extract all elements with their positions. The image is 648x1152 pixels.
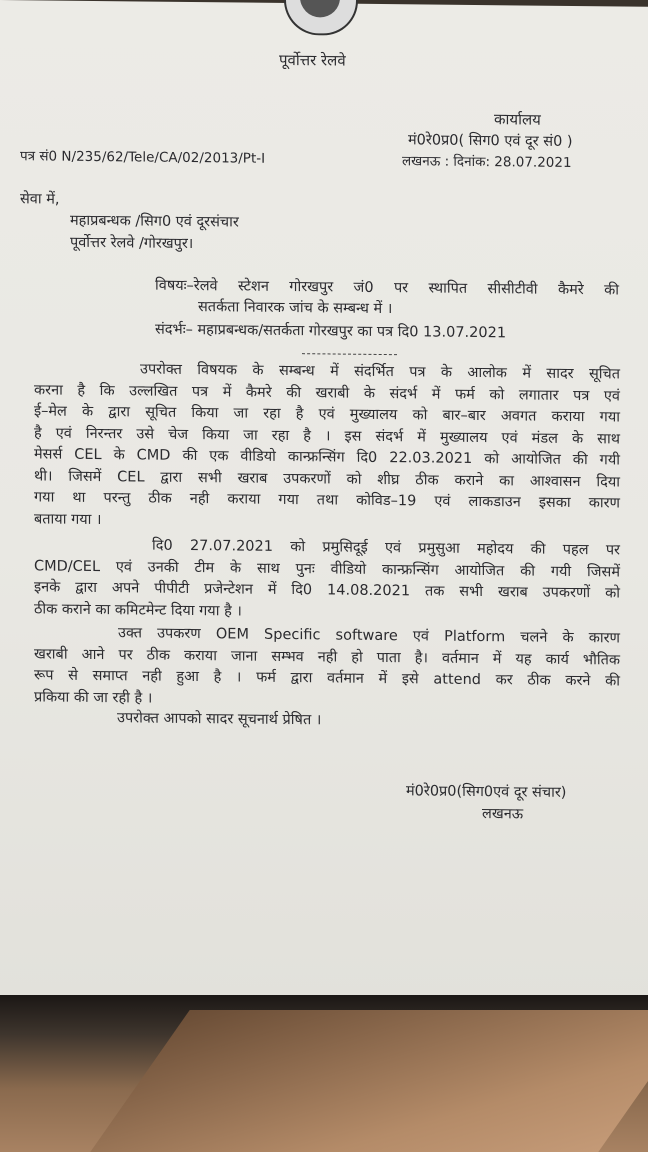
subject-line-1: विषयः–रेलवे स्टेशन गोरखपुर जं0 पर स्थापित सीसीटीवी कैमरे की	[155, 277, 619, 299]
desk-edge	[90, 1010, 648, 1152]
paragraph-line: थी। जिसमें CEL द्वारा सभी खराब उपकरणों को शीघ्र ठीक कराने का आश्वासन दिया	[34, 467, 620, 490]
org-name: पूर्वोत्तर रेलवे	[279, 50, 346, 70]
addressee-line-1: महाप्रबन्धक /सिग0 एवं दूरसंचार	[70, 212, 239, 231]
paragraph-line: ई–मेल के द्वारा सूचित किया जा रहा है एवं मुख्यालय को बार–बार अवगत कराया गया	[34, 403, 620, 426]
paragraph-line: रूप से समाप्त नही हुआ है । फर्म द्वारा वर्तमान में इसे attend कर ठीक करने की	[34, 667, 620, 690]
paragraph-line: उक्त उपकरण OEM Specific software एवं Platform चलने के कारण	[118, 625, 620, 647]
office-name: मं0रे0प्र0( सिग0 एवं दूर सं0 )	[408, 132, 573, 150]
signature-designation: मं0रे0प्र0(सिग0एवं दूर संचार)	[406, 783, 567, 801]
divider-rule	[302, 353, 397, 355]
addressee-line-2: पूर्वोत्तर रेलवे /गोरखपुर।	[70, 234, 194, 253]
paragraph-line: उपरोक्त विषयक के सम्बन्ध में संदर्भित पत्र के आलोक में सादर सूचित	[140, 361, 620, 383]
paragraph-1	[34, 358, 620, 536]
railway-emblem-icon	[284, 0, 358, 36]
place-date: लखनऊ : दिनांक: 28.07.2021	[402, 153, 572, 171]
paragraph-3	[34, 622, 620, 714]
paragraph-line: दि0 27.07.2021 को प्रमुसिदूई एवं प्रमुसुआ महोदय की पहल पर	[152, 537, 620, 559]
paragraph-line: करना है कि उल्लखित पत्र में कैमरे की खराबी के संदर्भ में फर्म को लगातार पत्र एवं	[34, 381, 620, 404]
paragraph-line: ठीक कराने का कमिटमेन्ट दिया गया है ।	[34, 600, 242, 620]
paragraph-line: प्रकिया की जा रही है ।	[34, 688, 153, 707]
paragraph-line: है एवं निरन्तर उसे चेज किया जा रहा है । इस संदर्भ में मुख्यालय एवं मंडल के साथ	[34, 424, 620, 447]
paragraph-line: बताया गया ।	[34, 510, 102, 528]
reference-line: संदर्भः– महाप्रबन्धक/सतर्कता गोरखपुर का पत्र दि0 13.07.2021	[155, 321, 507, 342]
paragraph-line: मेसर्स CEL के CMD की एक वीडियो कान्फ्रन्सिंग दि0 22.03.2021 को आयोजित की गयी	[34, 446, 620, 469]
subject-line-2: सतर्कता निवारक जांच के सम्बन्ध में ।	[198, 299, 393, 318]
paragraph-2	[34, 534, 620, 626]
paragraph-line: गया था परन्तु ठीक नही कराया गया तथा कोविड–19 एवं लाकडाउन इसका कारण	[34, 489, 620, 512]
paragraph-line: खराबी आने पर ठीक कराया जाना सम्भव नही हो पाता है। वर्तमान में यह कार्य भौतिक	[34, 645, 620, 668]
paragraph-line: इनके द्वारा अपने पीपीटी प्रजेन्टेशन में दि0 14.08.2021 तक सभी खराब उपकरणों को	[34, 579, 620, 602]
salutation: सेवा में,	[20, 191, 60, 208]
letter-number: पत्र सं0 N/235/62/Tele/CA/02/2013/Pt-I	[20, 148, 266, 167]
paragraph-line: CMD/CEL एवं उनकी टीम के साथ पुनः वीडियो कान्फ्रन्सिंग आयोजित की गयी जिसमें	[34, 557, 620, 580]
closing-line: उपरोक्त आपको सादर सूचनार्थ प्रेषित ।	[117, 710, 322, 729]
office-label: कार्यालय	[494, 110, 541, 129]
signature-place: लखनऊ	[482, 806, 524, 823]
